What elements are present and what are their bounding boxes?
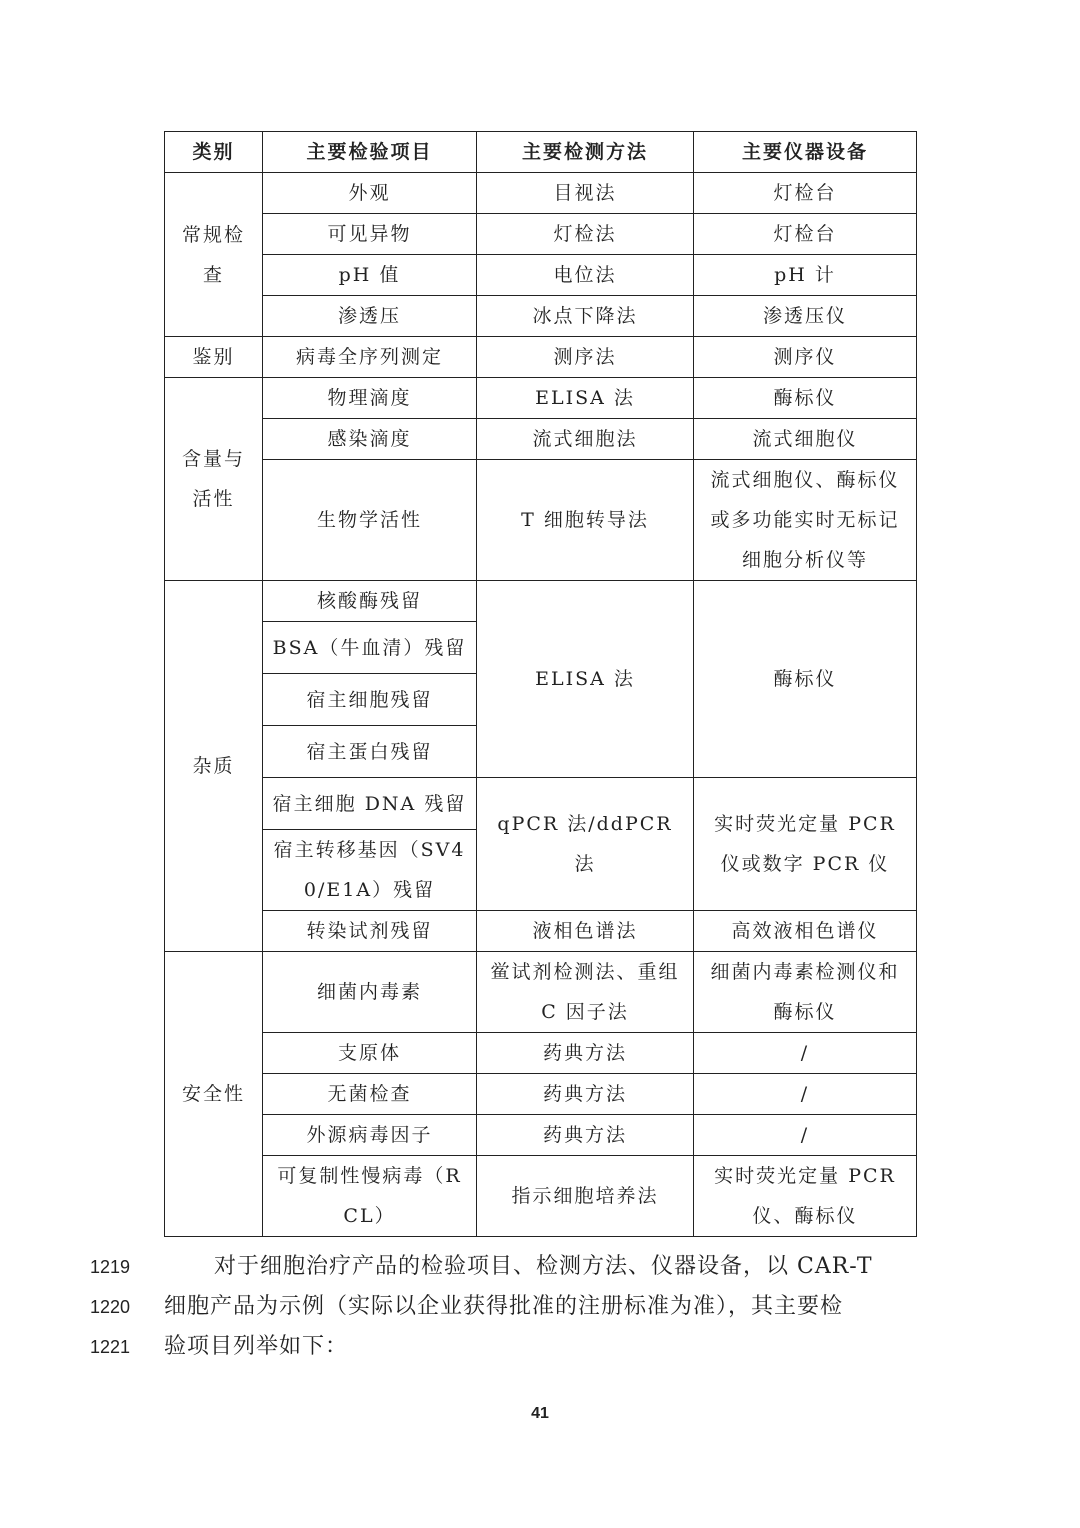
category-cell: 杂质	[165, 581, 263, 952]
instrument-cell: pH 计	[694, 255, 917, 296]
item-cell: 生物学活性	[263, 460, 477, 581]
table-row	[165, 214, 917, 255]
item-cell: 可复制性慢病毒（RCL）	[263, 1156, 477, 1237]
line-number: 1219	[90, 1257, 131, 1277]
method-cell: ELISA 法	[477, 581, 694, 778]
table-row	[165, 1033, 917, 1074]
paragraph-line: 对于细胞治疗产品的检验项目、检测方法、仪器设备，以 CAR-T	[214, 1254, 873, 1279]
item-cell: 细菌内毒素	[263, 952, 477, 1033]
item-cell: 核酸酶残留	[263, 581, 477, 622]
header-method: 主要检测方法	[477, 132, 694, 173]
line-number: 1221	[90, 1337, 131, 1357]
item-cell: 无菌检查	[263, 1074, 477, 1115]
instrument-cell: 灯检台	[694, 214, 917, 255]
table-row	[165, 1115, 917, 1156]
method-cell: T 细胞转导法	[477, 460, 694, 581]
instrument-cell: 高效液相色谱仪	[694, 911, 917, 952]
table-row	[165, 581, 917, 622]
header-category: 类别	[165, 132, 263, 173]
body-paragraph	[0, 1247, 1080, 1367]
table-row	[165, 952, 917, 1033]
table-row	[165, 419, 917, 460]
table-row	[165, 337, 917, 378]
method-cell: 冰点下降法	[477, 296, 694, 337]
instrument-cell: 渗透压仪	[694, 296, 917, 337]
paragraph-line: 验项目列举如下：	[164, 1334, 349, 1359]
method-cell: 药典方法	[477, 1115, 694, 1156]
instrument-cell: 实时荧光定量 PCR 仪、酶标仪	[694, 1156, 917, 1237]
method-cell: 鲎试剂检测法、重组C 因子法	[477, 952, 694, 1033]
method-cell: 液相色谱法	[477, 911, 694, 952]
item-cell: 外源病毒因子	[263, 1115, 477, 1156]
instrument-cell: 测序仪	[694, 337, 917, 378]
category-cell: 安全性	[165, 952, 263, 1237]
method-cell: ELISA 法	[477, 378, 694, 419]
item-cell: 宿主细胞 DNA 残留	[263, 778, 477, 830]
table-row	[165, 255, 917, 296]
table-row	[165, 460, 917, 581]
item-cell: 转染试剂残留	[263, 911, 477, 952]
item-cell: 宿主蛋白残留	[263, 726, 477, 778]
table-header-row	[165, 132, 917, 173]
paragraph-row	[0, 1287, 1080, 1327]
method-cell: 灯检法	[477, 214, 694, 255]
item-cell: BSA（牛血清）残留	[263, 622, 477, 674]
method-cell: 药典方法	[477, 1074, 694, 1115]
category-cell: 常规检查	[165, 173, 263, 337]
instrument-cell: 流式细胞仪、酶标仪或多功能实时无标记细胞分析仪等	[694, 460, 917, 581]
item-cell: pH 值	[263, 255, 477, 296]
instrument-cell: 酶标仪	[694, 378, 917, 419]
instrument-cell: 实时荧光定量 PCR 仪或数字 PCR 仪	[694, 778, 917, 911]
category-cell: 含量与活性	[165, 378, 263, 581]
item-cell: 感染滴度	[263, 419, 477, 460]
table-row	[165, 1074, 917, 1115]
method-cell: 测序法	[477, 337, 694, 378]
item-cell: 病毒全序列测定	[263, 337, 477, 378]
header-instrument: 主要仪器设备	[694, 132, 917, 173]
table-row	[165, 911, 917, 952]
item-cell: 外观	[263, 173, 477, 214]
table-row	[165, 173, 917, 214]
instrument-cell: /	[694, 1115, 917, 1156]
instrument-cell: /	[694, 1074, 917, 1115]
item-cell: 宿主细胞残留	[263, 674, 477, 726]
category-cell: 鉴别	[165, 337, 263, 378]
paragraph-line: 细胞产品为示例（实际以企业获得批准的注册标准为准），其主要检	[164, 1294, 844, 1319]
item-cell: 支原体	[263, 1033, 477, 1074]
table-row	[165, 296, 917, 337]
method-cell: 目视法	[477, 173, 694, 214]
line-number: 1220	[90, 1297, 131, 1317]
method-cell: 电位法	[477, 255, 694, 296]
table-row	[165, 778, 917, 830]
item-cell: 可见异物	[263, 214, 477, 255]
instrument-cell: /	[694, 1033, 917, 1074]
item-cell: 渗透压	[263, 296, 477, 337]
item-cell: 宿主转移基因（SV40/E1A）残留	[263, 830, 477, 911]
header-item: 主要检验项目	[263, 132, 477, 173]
method-cell: 药典方法	[477, 1033, 694, 1074]
method-cell: qPCR 法/ddPCR 法	[477, 778, 694, 911]
instrument-cell: 流式细胞仪	[694, 419, 917, 460]
table-row	[165, 1156, 917, 1237]
paragraph-row	[0, 1247, 1080, 1287]
instrument-cell: 酶标仪	[694, 581, 917, 778]
method-cell: 指示细胞培养法	[477, 1156, 694, 1237]
inspection-table	[164, 131, 917, 1237]
page-number: 41	[531, 1405, 549, 1422]
paragraph-row	[0, 1327, 1080, 1367]
instrument-cell: 灯检台	[694, 173, 917, 214]
method-cell: 流式细胞法	[477, 419, 694, 460]
table-row	[165, 378, 917, 419]
instrument-cell: 细菌内毒素检测仪和酶标仪	[694, 952, 917, 1033]
item-cell: 物理滴度	[263, 378, 477, 419]
